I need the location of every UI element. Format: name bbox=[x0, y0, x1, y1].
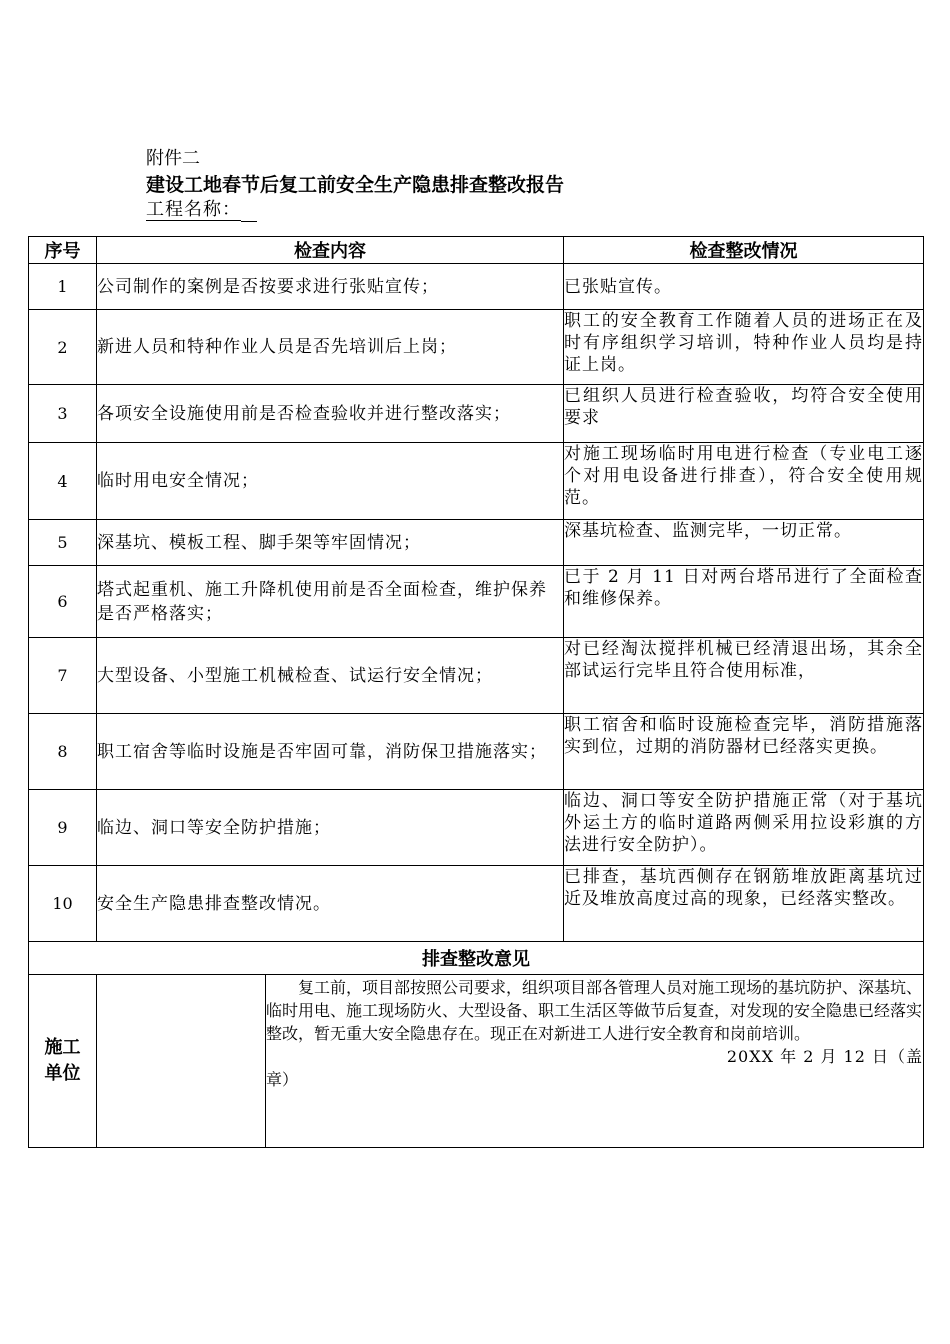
project-name-line bbox=[146, 198, 564, 222]
check-item: 新进人员和特种作业人员是否先培训后上岗； bbox=[97, 310, 564, 385]
table-row bbox=[29, 264, 924, 310]
unit-label-spacer bbox=[97, 975, 266, 1147]
check-item: 临时用电安全情况； bbox=[97, 443, 564, 520]
check-status: 对已经淘汰搅拌机械已经清退出场，其余全部试运行完毕且符合使用标准， bbox=[564, 638, 924, 714]
check-item: 公司制作的案例是否按要求进行张贴宣传； bbox=[97, 264, 564, 310]
opinion-content bbox=[266, 975, 923, 1147]
opinion-text: 复工前，项目部按照公司要求，组织项目部各管理人员对施工现场的基坑防护、深基坑、临时用电、施工现场防火、大型设备、职工生活区等做节后复查，对发现的安全隐患已经落实整改，暂无重大安全隐患存在。现正在对新进工人进行安全教育和岗前培训。 bbox=[266, 978, 923, 1043]
check-item: 安全生产隐患排查整改情况。 bbox=[97, 866, 564, 942]
row-number: 2 bbox=[29, 310, 97, 385]
table-row bbox=[29, 520, 924, 566]
row-number: 4 bbox=[29, 443, 97, 520]
table-row bbox=[29, 638, 924, 714]
row-number: 3 bbox=[29, 385, 97, 443]
table-row bbox=[29, 866, 924, 942]
check-status: 已张贴宣传。 bbox=[564, 264, 924, 310]
check-item: 塔式起重机、施工升降机使用前是否全面检查，维护保养是否严格落实； bbox=[97, 566, 564, 638]
construction-unit-label bbox=[29, 975, 97, 1148]
table-header-row bbox=[29, 237, 924, 264]
row-number: 10 bbox=[29, 866, 97, 942]
opinion-cell bbox=[97, 975, 924, 1148]
table-row bbox=[29, 310, 924, 385]
column-header-no: 序号 bbox=[29, 237, 97, 264]
inspection-table bbox=[28, 236, 924, 1148]
report-title: 建设工地春节后复工前安全生产隐患排查整改报告 bbox=[146, 174, 565, 196]
attachment-label: 附件二 bbox=[146, 148, 200, 169]
opinion-row bbox=[29, 975, 924, 1148]
project-name-blank bbox=[241, 203, 257, 222]
row-number: 7 bbox=[29, 638, 97, 714]
row-number: 1 bbox=[29, 264, 97, 310]
opinion-header-row bbox=[29, 942, 924, 975]
check-status: 职工的安全教育工作随着人员的进场正在及时有序组织学习培训，特种作业人员均是持证上岗。 bbox=[564, 310, 924, 385]
column-header-item: 检查内容 bbox=[97, 237, 564, 264]
check-status: 对施工现场临时用电进行检查（专业电工逐个对用电设备进行排查），符合安全使用规范。 bbox=[564, 443, 924, 520]
table-row bbox=[29, 790, 924, 866]
opinion-section-title: 排查整改意见 bbox=[29, 942, 924, 975]
table-row bbox=[29, 566, 924, 638]
opinion-date: 20XX 年 2 月 12 日（盖 bbox=[726, 1047, 923, 1066]
table-row bbox=[29, 443, 924, 520]
check-item: 职工宿舍等临时设施是否牢固可靠，消防保卫措施落实； bbox=[97, 714, 564, 790]
check-status: 职工宿舍和临时设施检查完毕，消防措施落实到位，过期的消防器材已经落实更换。 bbox=[564, 714, 924, 790]
report-header bbox=[146, 146, 564, 222]
row-number: 9 bbox=[29, 790, 97, 866]
opinion-seal: 章） bbox=[266, 1070, 299, 1089]
check-status: 临边、洞口等安全防护措施正常（对于基坑外运土方的临时道路两侧采用拉设彩旗的方法进行安全防护）。 bbox=[564, 790, 924, 866]
row-number: 8 bbox=[29, 714, 97, 790]
column-header-status: 检查整改情况 bbox=[564, 237, 924, 264]
check-item: 大型设备、小型施工机械检查、试运行安全情况； bbox=[97, 638, 564, 714]
check-item: 临边、洞口等安全防护措施； bbox=[97, 790, 564, 866]
row-number: 5 bbox=[29, 520, 97, 566]
check-item: 各项安全设施使用前是否检查验收并进行整改落实； bbox=[97, 385, 564, 443]
row-number: 6 bbox=[29, 566, 97, 638]
project-name-label: 工程名称： bbox=[146, 199, 241, 220]
check-status: 深基坑检查、监测完毕，一切正常。 bbox=[564, 520, 924, 566]
check-status: 已排查，基坑西侧存在钢筋堆放距离基坑过近及堆放高度过高的现象，已经落实整改。 bbox=[564, 866, 924, 942]
table-row bbox=[29, 385, 924, 443]
unit-label-line1: 施工 bbox=[44, 1037, 81, 1058]
check-item: 深基坑、模板工程、脚手架等牢固情况； bbox=[97, 520, 564, 566]
check-status: 已于 2 月 11 日对两台塔吊进行了全面检查和维修保养。 bbox=[564, 566, 924, 638]
unit-label-line2: 单位 bbox=[44, 1063, 81, 1084]
table-row bbox=[29, 714, 924, 790]
check-status: 已组织人员进行检查验收，均符合安全使用要求 bbox=[564, 385, 924, 443]
